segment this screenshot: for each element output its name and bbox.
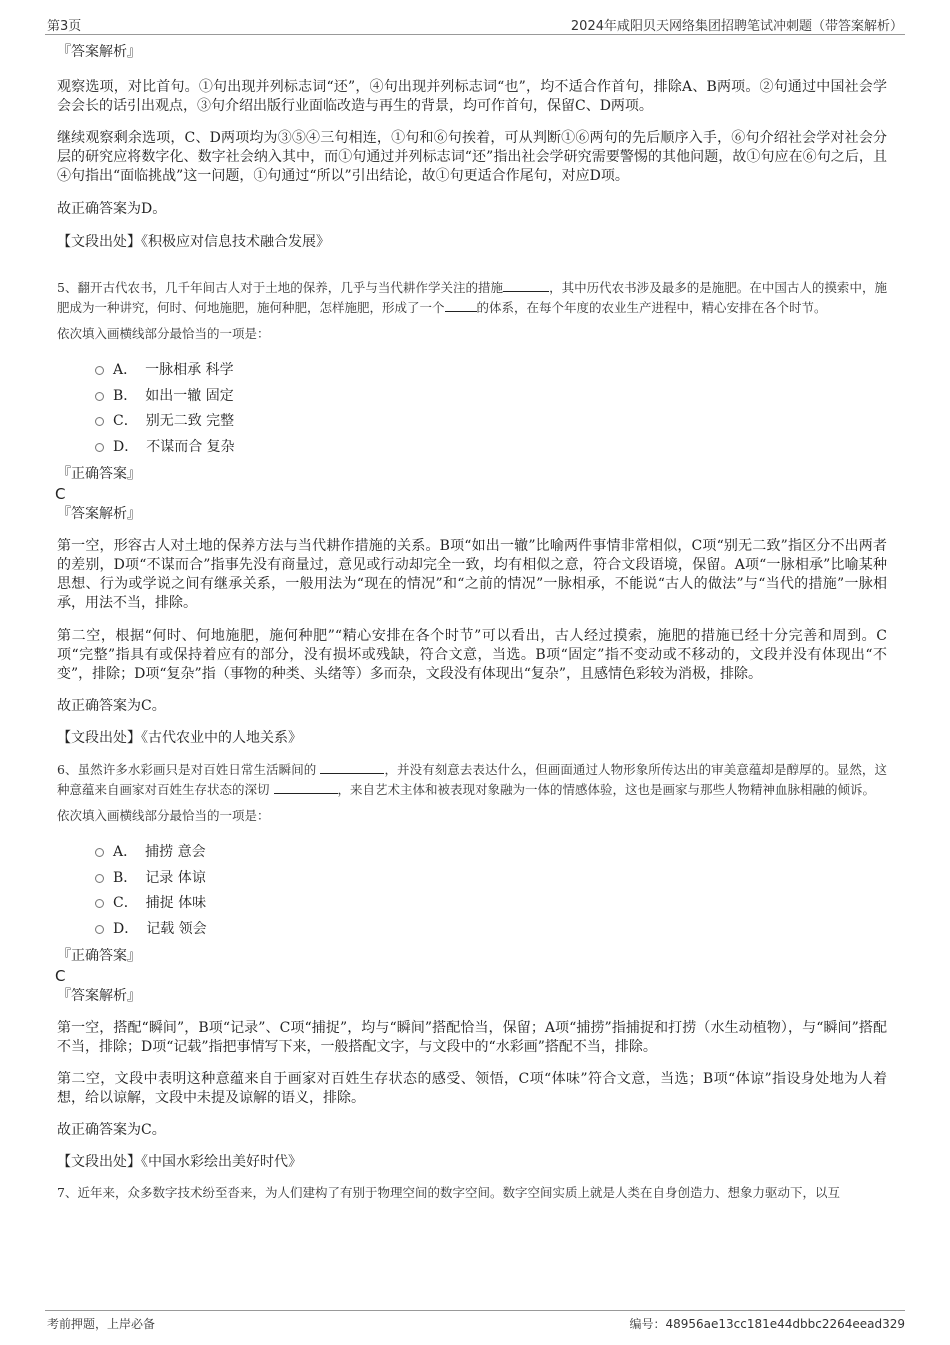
source-citation: 【文段出处】《中国水彩绘出美好时代》 <box>57 1154 302 1170</box>
radio-icon[interactable] <box>95 848 104 857</box>
option-b[interactable]: B． 如出一辙 固定 <box>95 384 887 410</box>
page-footer <box>45 1310 905 1333</box>
analysis-paragraph: 第二空，文段中表明这种意蕴来自于画家对百姓生存状态的感受、领悟，C项“体味”符合文意，当选；B项“体谅”指设身处地为人着想，给以谅解，文段中未提及谅解的语义，排除。 <box>57 1071 887 1106</box>
question-6-text: 6、虽然许多水彩画只是对百姓日常生活瞬间的 ，并没有刻意去表达什么，但画面通过人物形象所传达出的审美意蕴却是醇厚的。显然，这种意蕴来自画家对百姓生存状态的深切 ，来自艺术主体和被表现对象融为一体的情感体验，这也是画家与那些人物精神血脉相融的倾诉。 <box>57 762 887 797</box>
fill-blank <box>445 299 477 312</box>
page-content <box>57 42 887 1209</box>
fill-blank <box>274 781 338 794</box>
question-5-text: 5、翻开古代农书，几千年间古人对于土地的保养，几乎与当代耕作学关注的措施 ，其中历代农书涉及最多的是施肥。在中国古人的摸索中，施肥成为一种讲究，何时、何地施肥，施何种肥，怎样施肥，形成了一个 的体系，在每个年度的农业生产进程中，精心安排在各个时节。 <box>57 280 887 315</box>
analysis-paragraph: 第一空，搭配“瞬间”，B项“记录”、C项“捕捉”，均与“瞬间”搭配恰当，保留；A项“捕捞”指捕捉和打捞（水生动植物），与“瞬间”搭配不当，排除；D项“记载”指把事情写下来，一般搭配文字，与文段中的“水彩画”搭配不当，排除。 <box>57 1020 887 1055</box>
question-6-options <box>95 840 887 942</box>
option-c[interactable]: C． 捕捉 体味 <box>95 891 887 917</box>
radio-icon[interactable] <box>95 899 104 908</box>
fill-blank <box>503 279 549 292</box>
question-6-instruction: 依次填入画横线部分最恰当的一项是： <box>57 808 270 823</box>
option-a[interactable]: A． 一脉相承 科学 <box>95 358 887 384</box>
source-citation: 【文段出处】《古代农业中的人地关系》 <box>57 730 302 746</box>
radio-icon[interactable] <box>95 925 104 934</box>
analysis-label: 『答案解析』 <box>57 44 141 60</box>
option-b[interactable]: B． 记录 体谅 <box>95 866 887 892</box>
analysis-paragraph: 第一空，形容古人对土地的保养方法与当代耕作措施的关系。B项“如出一辙”比喻两件事情非常相似，C项“别无二致”指区分不出两者的差别，D项“不谋而合”指事先没有商量过，意见或行动却完全一致，均有相似之意，符合文段语境，保留。A项“一脉相承”比喻某种思想、行为或学说之间有继承关系，一般用法为“现在的情况”和“之前的情况”一脉相承，不能说“古人的做法”与“当代的措施”一脉相承，用法不当，排除。 <box>57 538 887 611</box>
radio-icon[interactable] <box>95 874 104 883</box>
option-c[interactable]: C． 别无二致 完整 <box>95 409 887 435</box>
radio-icon[interactable] <box>95 443 104 452</box>
footer-slogan: 考前押题，上岸必备 <box>47 1317 156 1331</box>
fill-blank <box>320 761 384 774</box>
option-a[interactable]: A． 捕捞 意会 <box>95 840 887 866</box>
analysis-paragraph: 继续观察剩余选项，C、D两项均为③⑤④三句相连，①句和⑥句挨着，可从判断①⑥两句的先后顺序入手，⑥句介绍社会学对社会分层的研究应将数字化、数字社会纳入其中，而①句通过并列标志词“还”指出社会学研究需要警惕的其他问题，故①句应在⑥句之后，且④句指出“面临挑战”这一问题，①句通过“所以”引出结论，故①句更适合作尾句，对应D项。 <box>57 130 887 184</box>
document-code: 编号：48956ae13cc181e44dbbc2264eead329 <box>629 1317 905 1331</box>
analysis-label: 『答案解析』 <box>57 506 141 522</box>
option-d[interactable]: D． 记载 领会 <box>95 917 887 943</box>
analysis-paragraph: 第二空，根据“何时、何地施肥，施何种肥”“精心安排在各个时节”可以看出，古人经过摸索，施肥的措施已经十分完善和周到。C项“完整”指具有或保持着应有的部分，没有损坏或残缺，符合文意，当选。B项“固定”指不变动或不移动的，文段并没有体现出“不变”，排除；D项“复杂”指（事物的种类、头绪等）多而杂，文段没有体现出“复杂”，且感情色彩较为消极，排除。 <box>57 628 887 682</box>
analysis-conclusion: 故正确答案为C。 <box>57 1122 166 1138</box>
option-d[interactable]: D． 不谋而合 复杂 <box>95 435 887 461</box>
source-citation: 【文段出处】《积极应对信息技术融合发展》 <box>57 234 330 250</box>
correct-answer-label: 『正确答案』 <box>57 466 141 482</box>
correct-answer-value: C <box>55 485 66 503</box>
radio-icon[interactable] <box>95 366 104 375</box>
analysis-label: 『答案解析』 <box>57 988 141 1004</box>
document-title: 2024年咸阳贝天网络集团招聘笔试冲刺题（带答案解析） <box>570 19 903 34</box>
analysis-paragraph: 观察选项，对比首句。①句出现并列标志词“还”，④句出现并列标志词“也”，均不适合作首句，排除A、B两项。②句通过中国社会学会会长的话引出观点，③句介绍出版行业面临改造与再生的背景，均可作首句，保留C、D两项。 <box>57 79 887 114</box>
radio-icon[interactable] <box>95 392 104 401</box>
page-header <box>45 12 905 35</box>
analysis-conclusion: 故正确答案为C。 <box>57 698 166 714</box>
question-5-instruction: 依次填入画横线部分最恰当的一项是： <box>57 326 270 341</box>
question-5-options <box>95 358 887 460</box>
correct-answer-label: 『正确答案』 <box>57 948 141 964</box>
analysis-conclusion: 故正确答案为D。 <box>57 201 167 217</box>
correct-answer-value: C <box>55 967 66 985</box>
question-7-text: 7、近年来，众多数字技术纷至沓来，为人们建构了有别于物理空间的数字空间。数字空间实质上就是人类在自身创造力、想象力驱动下，以互 <box>57 1185 840 1200</box>
page-number: 第3页 <box>47 19 82 34</box>
radio-icon[interactable] <box>95 417 104 426</box>
